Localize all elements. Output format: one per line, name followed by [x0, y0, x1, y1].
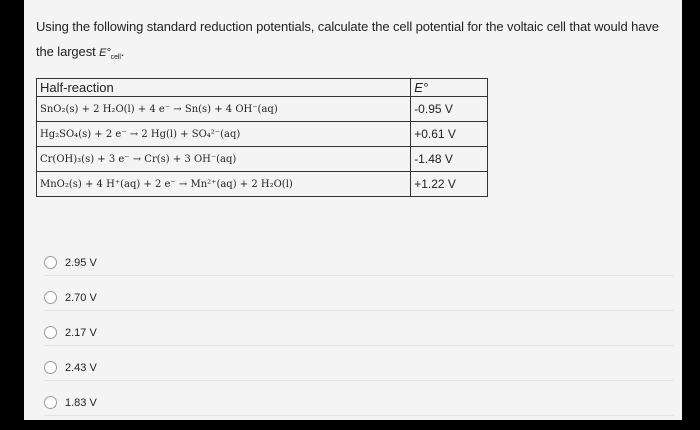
radio-button[interactable] — [44, 326, 57, 339]
answer-option-5[interactable] — [44, 390, 674, 416]
table-header-row — [37, 79, 488, 97]
answer-option-2[interactable] — [44, 285, 674, 311]
table-row — [37, 122, 488, 147]
answer-option-label: 2.70 V — [65, 291, 97, 304]
header-e0: E° — [411, 79, 488, 97]
half-reaction-cell: Cr(OH)₃(s) + 3 e⁻ → Cr(s) + 3 OH⁻(aq) — [37, 147, 411, 172]
table-row — [37, 172, 488, 197]
potential-cell: +1.22 V — [411, 172, 488, 197]
radio-button[interactable] — [44, 256, 57, 269]
answer-options — [44, 250, 674, 425]
cell-potential-symbol: $E^\circ_{cell}$ — [99, 47, 121, 62]
table-row — [37, 147, 488, 172]
answer-option-label: 2.95 V — [65, 256, 97, 269]
question-card — [24, 0, 682, 420]
radio-button[interactable] — [44, 396, 57, 409]
question-prompt: Using the following standard reduction potentials, calculate the cell potential for the voltaic cell that would have the largest $E^\circ_{cell}$. — [36, 19, 659, 62]
potential-cell: +0.61 V — [411, 122, 488, 147]
answer-option-4[interactable] — [44, 355, 674, 381]
header-half-reaction: Half-reaction — [37, 79, 411, 97]
radio-button[interactable] — [44, 291, 57, 304]
question-text: Using the following standard reduction potentials, calculate the cell potential for the voltaic cell that would have the largest — [36, 19, 659, 59]
answer-option-label: 2.43 V — [65, 361, 97, 374]
potential-cell: -0.95 V — [411, 97, 488, 122]
half-reaction-cell: SnO₂(s) + 2 H₂O(l) + 4 e⁻ → Sn(s) + 4 OH⁻(aq) — [37, 97, 411, 122]
answer-option-label: 1.83 V — [65, 396, 97, 409]
answer-option-1[interactable] — [44, 250, 674, 276]
radio-button[interactable] — [44, 361, 57, 374]
answer-option-label: 2.17 V — [65, 326, 97, 339]
half-reaction-cell: Hg₂SO₄(s) + 2 e⁻ → 2 Hg(l) + SO₄²⁻(aq) — [37, 122, 411, 147]
table-row — [37, 97, 488, 122]
reduction-potentials-table — [36, 78, 488, 197]
half-reaction-cell: MnO₂(s) + 4 H⁺(aq) + 2 e⁻ → Mn²⁺(aq) + 2 H₂O(l) — [37, 172, 411, 197]
answer-option-3[interactable] — [44, 320, 674, 346]
potential-cell: -1.48 V — [411, 147, 488, 172]
